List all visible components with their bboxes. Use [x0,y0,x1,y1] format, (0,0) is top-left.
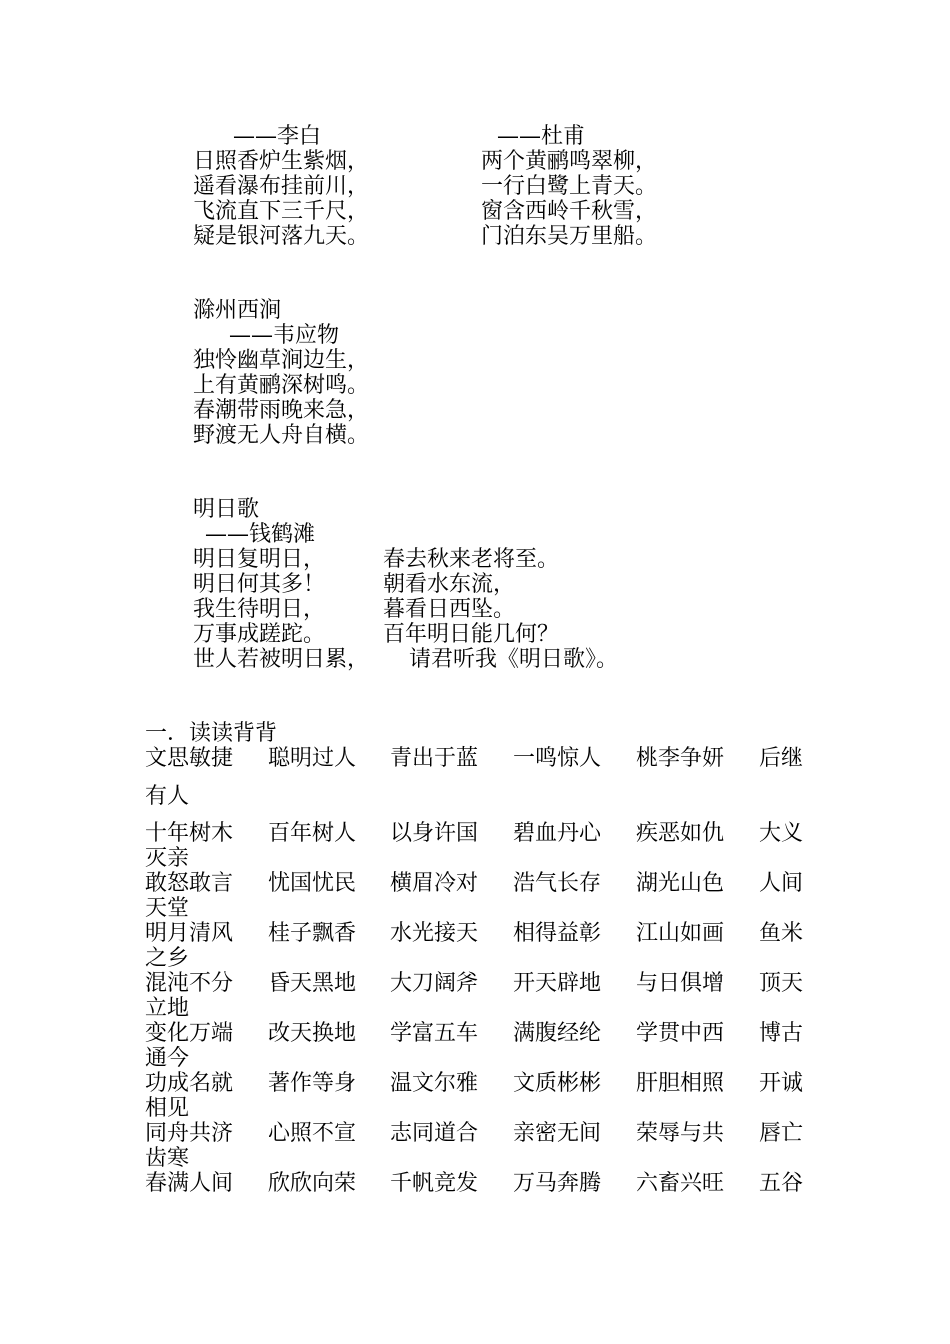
poem-line: 两个黄鹂鸣翠柳， [481,149,658,174]
idiom: 大刀阔斧 [390,971,479,996]
idiom: 学富五车 [390,1021,479,1046]
idiom: 人间 [759,871,804,896]
idiom: 敢怒敢言 [145,871,234,896]
poem-author-weiyingwu: ——韦应物 [229,323,340,348]
idiom: 开天辟地 [513,971,602,996]
idiom: 与日俱增 [636,971,725,996]
poem-line: 朝看水东流， [383,572,516,597]
idiom: 鱼米 [759,921,804,946]
idiom: 心照不宣 [268,1121,357,1146]
idiom: 开诚 [759,1071,804,1096]
idiom: 百年树人 [268,821,357,846]
poem-author-dufu: ——杜甫 [497,124,586,149]
idiom: 文质彬彬 [513,1071,602,1096]
idiom: 满腹经纶 [513,1021,602,1046]
poem-line: 暮看日西坠。 [383,597,516,622]
idiom-wrap: 立地 [145,996,190,1021]
idiom: 桃李争妍 [636,746,725,771]
section-heading: 一．读读背背 [145,721,278,746]
idiom: 青出于蓝 [390,746,479,771]
idiom: 相得益彰 [513,921,602,946]
poem-line: 门泊东吴万里船。 [481,224,658,249]
idiom: 碧血丹心 [513,821,602,846]
idiom: 湖光山色 [636,871,725,896]
poem-line: 飞流直下三千尺， [193,199,370,224]
poem-title-chuzhou: 滁州西涧 [193,298,282,323]
idiom: 功成名就 [145,1071,234,1096]
idiom: 横眉冷对 [390,871,479,896]
idiom: 志同道合 [390,1121,479,1146]
poem-title-mingri: 明日歌 [193,497,260,522]
poem-line: 日照香炉生紫烟， [193,149,370,174]
idiom: 同舟共济 [145,1121,234,1146]
idiom: 以身许国 [390,821,479,846]
idiom-wrap: 有人 [145,784,190,809]
idiom: 温文尔雅 [390,1071,479,1096]
idiom: 亲密无间 [513,1121,602,1146]
poem-line: 窗含西岭千秋雪， [481,199,658,224]
poem-author-qianhetan: ——钱鹤滩 [205,522,316,547]
idiom-wrap: 相见 [145,1096,190,1121]
idiom: 万马奔腾 [513,1171,602,1196]
poem-line: 一行白鹭上青天。 [481,174,658,199]
idiom: 混沌不分 [145,971,234,996]
idiom: 十年树木 [145,821,234,846]
idiom: 著作等身 [268,1071,357,1096]
idiom: 明月清风 [145,921,234,946]
idiom-wrap: 之乡 [145,946,190,971]
poem-author-libai: ——李白 [233,124,322,149]
poem-line: 春去秋来老将至。 [383,547,560,572]
poem-line: 疑是银河落九天。 [193,224,370,249]
poem-line: 明日何其多！ [193,572,326,597]
idiom: 学贯中西 [636,1021,725,1046]
poem-line: 万事成蹉跎。 [193,622,326,647]
poem-line: 独怜幽草涧边生， [193,348,370,373]
poem-line: 野渡无人舟自横。 [193,423,370,448]
idiom: 文思敏捷 [145,746,234,771]
idiom: 肝胆相照 [636,1071,725,1096]
idiom: 江山如画 [636,921,725,946]
idiom: 改天换地 [268,1021,357,1046]
poem-line: 请君听我《明日歌》。 [409,647,619,672]
idiom: 变化万端 [145,1021,234,1046]
idiom: 水光接天 [390,921,479,946]
idiom: 疾恶如仇 [636,821,725,846]
poem-line: 我生待明日， [193,597,326,622]
idiom-wrap: 通今 [145,1046,190,1071]
poem-line: 世人若被明日累， [193,647,370,672]
idiom: 一鸣惊人 [513,746,602,771]
idiom-wrap: 灭亲 [145,846,190,871]
idiom: 昏天黑地 [268,971,357,996]
idiom: 荣辱与共 [636,1121,725,1146]
idiom: 唇亡 [759,1121,804,1146]
idiom: 博古 [759,1021,804,1046]
idiom: 大义 [759,821,804,846]
idiom: 顶天 [759,971,804,996]
idiom: 浩气长存 [513,871,602,896]
idiom: 六畜兴旺 [636,1171,725,1196]
poem-line: 上有黄鹂深树鸣。 [193,373,370,398]
idiom: 后继 [759,746,804,771]
idiom: 千帆竞发 [390,1171,479,1196]
poem-line: 明日复明日， [193,547,326,572]
idiom: 忧国忧民 [268,871,357,896]
idiom-wrap: 天堂 [145,896,190,921]
idiom: 欣欣向荣 [268,1171,357,1196]
idiom-wrap: 齿寒 [145,1146,190,1171]
poem-line: 春潮带雨晚来急， [193,398,370,423]
idiom: 聪明过人 [268,746,357,771]
poem-line: 百年明日能几何？ [383,622,560,647]
idiom: 春满人间 [145,1171,234,1196]
idiom: 桂子飘香 [268,921,357,946]
poem-line: 遥看瀑布挂前川， [193,174,370,199]
idiom: 五谷 [759,1171,804,1196]
